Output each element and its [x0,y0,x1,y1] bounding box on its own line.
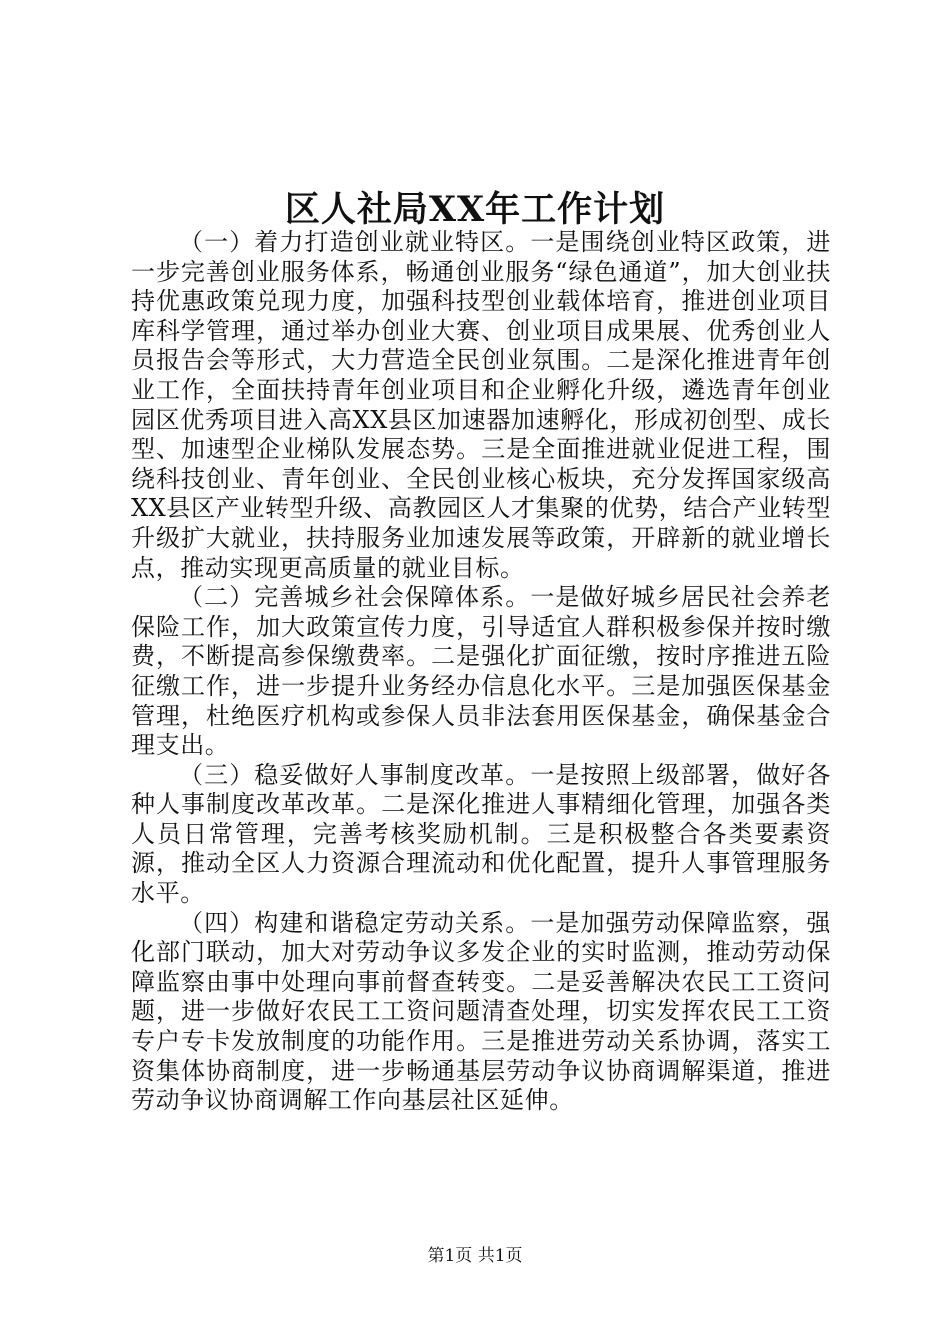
paragraph-2: （二）完善城乡社会保障体系。一是做好城乡居民社会养老保险工作，加大政策宣传力度，引导适宜人群积极参保并按时缴费，不断提高参保缴费率。二是强化扩面征缴，按时序推进五险征缴工作，进一步提升业务经办信息化水平。三是加强医保基金管理，杜绝医疗机构或参保人员非法套用医保基金，确保基金合理支出。 [131,583,831,760]
document-body [131,228,831,1116]
page-footer: 第1页 共1页 [427,1246,523,1266]
paragraph-3: （三）稳妥做好人事制度改革。一是按照上级部署，做好各种人事制度改革改革。二是深化推进人事精细化管理，加强各类人员日常管理，完善考核奖励机制。三是积极整合各类要素资源，推动全区人力资源合理流动和优化配置，提升人事管理服务水平。 [131,760,831,908]
page-title: 区人社局XX年工作计划 [284,189,666,230]
paragraph-1: （一）着力打造创业就业特区。一是围绕创业特区政策，进一步完善创业服务体系，畅通创业服务“绿色通道”，加大创业扶持优惠政策兑现力度，加强科技型创业载体培育，推进创业项目库科学管理，通过举办创业大赛、创业项目成果展、优秀创业人员报告会等形式，大力营造全民创业氛围。二是深化推进青年创业工作，全面扶持青年创业项目和企业孵化升级，遴选青年创业园区优秀项目进入高XX县区加速器加速孵化，形成初创型、成长型、加速型企业梯队发展态势。三是全面推进就业促进工程，围绕科技创业、青年创业、全民创业核心板块，充分发挥国家级高XX县区产业转型升级、高教园区人才集聚的优势，结合产业转型升级扩大就业，扶持服务业加速发展等政策，开辟新的就业增长点，推动实现更高质量的就业目标。 [131,228,831,582]
paragraph-4: （四）构建和谐稳定劳动关系。一是加强劳动保障监察，强化部门联动，加大对劳动争议多发企业的实时监测，推动劳动保障监察由事中处理向事前督查转变。二是妥善解决农民工工资问题，进一步做好农民工工资问题清查处理，切实发挥农民工工资专户专卡发放制度的功能作用。三是推进劳动关系协调，落实工资集体协商制度，进一步畅通基层劳动争议协商调解渠道，推进劳动争议协商调解工作向基层社区延伸。 [131,908,831,1115]
